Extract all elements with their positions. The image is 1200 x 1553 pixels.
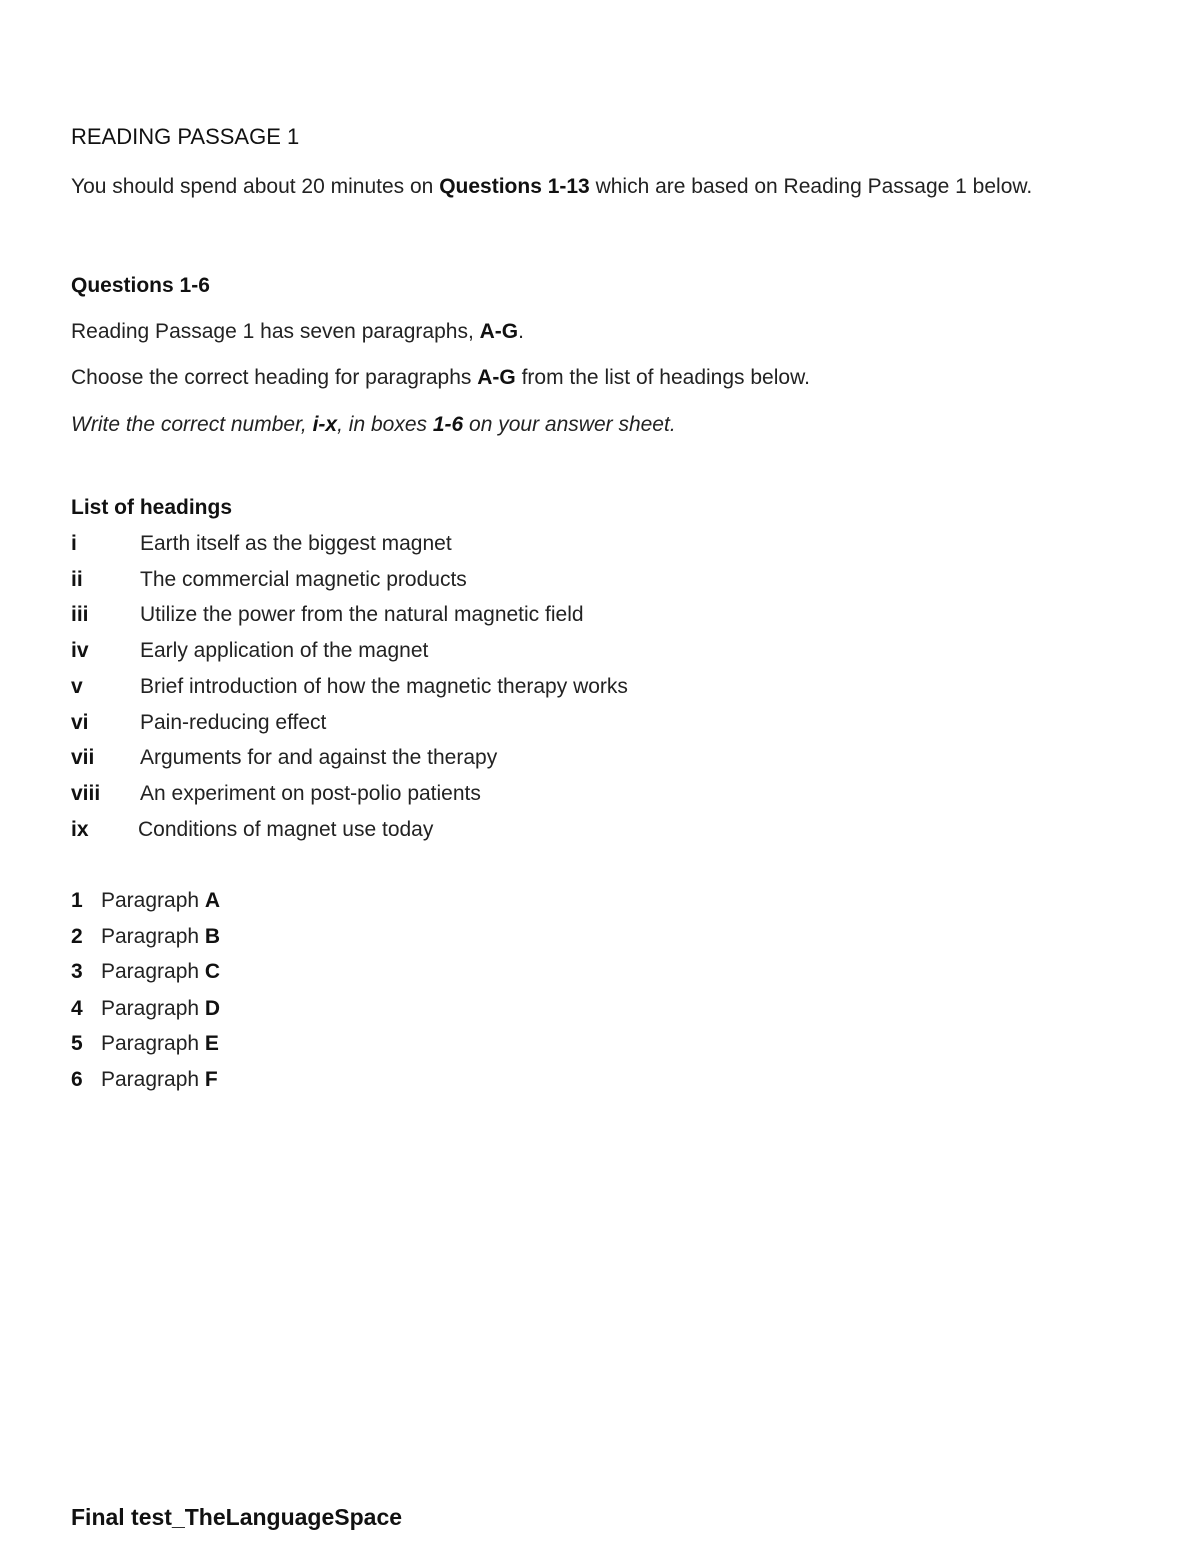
paragraph-label-wrap (101, 960, 220, 984)
instruction-2-after: from the list of headings below. (515, 366, 810, 389)
footer-text: Final test_TheLanguageSpace (71, 1504, 403, 1530)
instruction-2-bold: A-G (477, 366, 516, 389)
intro-line (71, 175, 1032, 199)
paragraph-letter: D (204, 997, 221, 1020)
heading-number: i (71, 532, 77, 555)
heading-text: Brief introduction of how the magnetic therapy works (140, 675, 628, 698)
instruction-3-part2: , in boxes (337, 413, 433, 436)
heading-text: The commercial magnetic products (140, 568, 467, 591)
heading-text: Arguments for and against the therapy (140, 746, 498, 769)
paragraph-letter: A (204, 889, 221, 912)
intro-text-bold: Questions 1-13 (439, 175, 590, 198)
heading-text: Pain-reducing effect (140, 711, 327, 734)
question-number: 3 (71, 960, 83, 983)
paragraph-label: Paragraph (101, 1068, 205, 1091)
paragraph-label: Paragraph (101, 925, 205, 948)
heading-number: ii (71, 568, 83, 591)
paragraph-label: Paragraph (101, 997, 205, 1020)
question-number: 2 (71, 925, 83, 948)
paragraph-label-wrap (101, 1068, 218, 1092)
paragraph-label: Paragraph (101, 960, 205, 983)
passage-title: READING PASSAGE 1 (71, 124, 300, 149)
question-number: 5 (71, 1032, 83, 1055)
intro-text-before: You should spend about 20 minutes on (71, 175, 440, 198)
heading-text: Utilize the power from the natural magnetic field (140, 603, 584, 626)
heading-number: vi (71, 711, 89, 734)
heading-text: Earth itself as the biggest magnet (140, 532, 452, 555)
heading-number: vii (71, 746, 95, 769)
instruction-line-1 (71, 320, 524, 344)
question-number: 4 (71, 997, 83, 1020)
paragraph-letter: B (204, 925, 221, 948)
paragraph-letter: E (204, 1032, 219, 1055)
instruction-1-before: Reading Passage 1 has seven paragraphs, (71, 320, 480, 343)
heading-number: iii (71, 603, 89, 626)
heading-text: Conditions of magnet use today (138, 818, 434, 841)
paragraph-label-wrap (101, 997, 220, 1021)
paragraph-label-wrap (101, 889, 220, 913)
heading-text: An experiment on post-polio patients (140, 782, 481, 805)
instruction-3-bold2: 1-6 (432, 413, 464, 436)
paragraph-label-wrap (101, 925, 220, 949)
paragraph-label: Paragraph (101, 1032, 205, 1055)
heading-number: v (71, 675, 83, 698)
instruction-3-part1: Write the correct number, (71, 413, 313, 436)
paragraph-letter: F (204, 1068, 218, 1091)
heading-number: viii (71, 782, 101, 805)
instruction-1-bold: A-G (479, 320, 519, 343)
instruction-3-bold1: i-x (312, 413, 338, 436)
questions-heading: Questions 1-6 (71, 274, 210, 297)
instruction-2-before: Choose the correct heading for paragraphs (71, 366, 478, 389)
intro-text-after: which are based on Reading Passage 1 below. (589, 175, 1033, 198)
instruction-line-2 (71, 366, 810, 390)
question-number: 1 (71, 889, 83, 912)
instruction-3-part3: on your answer sheet. (463, 413, 676, 436)
heading-number: iv (71, 639, 89, 662)
paragraph-label: Paragraph (101, 889, 205, 912)
instruction-1-after: . (518, 320, 524, 343)
paragraph-letter: C (204, 960, 221, 983)
instruction-line-3 (71, 413, 676, 437)
paragraph-label-wrap (101, 1032, 219, 1056)
heading-text: Early application of the magnet (140, 639, 429, 662)
list-of-headings-title: List of headings (71, 496, 233, 519)
question-number: 6 (71, 1068, 83, 1091)
heading-number: ix (71, 818, 89, 841)
